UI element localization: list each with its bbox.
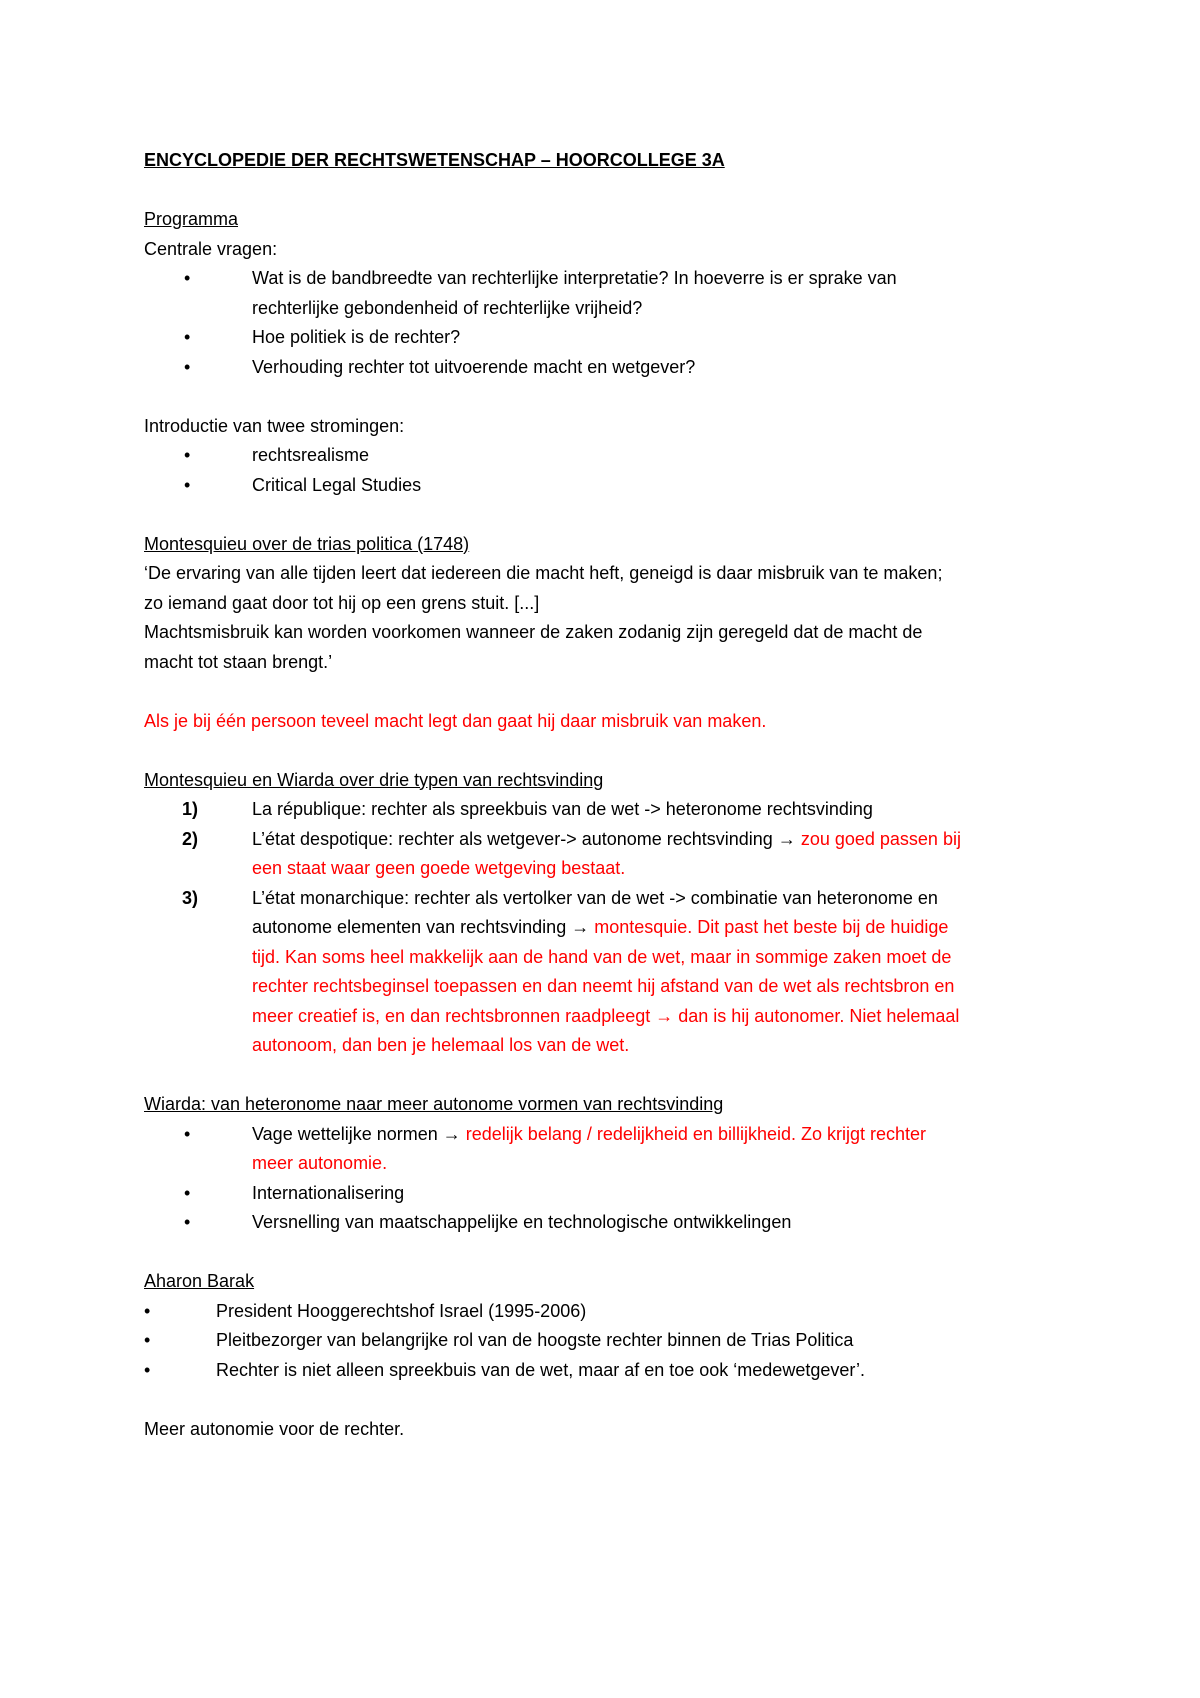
red-annotation: meer creatief is, en dan rechtsbronnen raadpleegt xyxy=(252,1005,656,1026)
arrow-right-icon: → xyxy=(442,1123,461,1144)
item-number: 3) xyxy=(182,887,199,908)
bullet-icon: • xyxy=(184,474,191,495)
list-item: • Hoe politiek is de rechter? xyxy=(144,323,1064,353)
list-item: • Rechter is niet alleen spreekbuis van de wet, maar af en toe ook ‘medewetgever’. xyxy=(144,1356,1064,1386)
list-item: • Critical Legal Studies xyxy=(144,471,1064,501)
red-annotation: dan is hij autonomer. Niet helemaal xyxy=(673,1005,960,1026)
bullet-icon: • xyxy=(184,356,191,377)
section-heading-programma: Programma xyxy=(144,209,239,229)
bullet-icon: • xyxy=(184,268,191,288)
quote-line: ‘De ervaring van alle tijden leert dat iedereen die macht heft, geneigd is daar misbruik van te maken; xyxy=(144,563,943,583)
list-item: • Wat is de bandbreedte van rechterlijke interpretatie? In hoeverre is er sprake van rechterlijke gebondenheid of rechterlijke vrijheid? xyxy=(144,264,1064,323)
section-heading-montesquieu: Montesquieu over de trias politica (1748) xyxy=(144,533,470,554)
bullet-icon: • xyxy=(184,1182,191,1203)
bullet-icon: • xyxy=(184,445,191,465)
item-number: 2) xyxy=(182,828,199,849)
conclusion-text: Meer autonomie voor de rechter. xyxy=(144,1418,405,1439)
item-number: 1) xyxy=(182,799,199,819)
numbered-item: 3) L’état monarchique: rechter als vertolker van de wet -> combinatie van heteronome en autonome elementen van rechtsvinding → montesquie. Dit past het beste bij de huidige tijd. Kan soms heel makkelijk aan de hand van de wet, maar in sommige zaken moet de rechter rechtsbeginsel toepassen en dan neemt hij afstand van de wet als rechtsbron en meer creatief is, en dan rechtsbronnen raadpleegt → dan is hij autonomer. Niet helemaal autonoom, dan ben je helemaal los van de wet. xyxy=(144,884,1064,1061)
red-annotation: autonoom, dan ben je helemaal los van de wet. xyxy=(252,1035,630,1055)
bullet-icon: • xyxy=(144,1330,151,1350)
list-item: • Pleitbezorger van belangrijke rol van de hoogste rechter binnen de Trias Politica xyxy=(144,1326,1064,1356)
section-heading-wiarda: Wiarda: van heteronome naar meer autonome vormen van rechtsvinding xyxy=(144,1094,724,1114)
red-annotation: tijd. Kan soms heel makkelijk aan de hand van de wet, maar in sommige zaken moet de xyxy=(252,946,952,967)
numbered-item: 2) L’état despotique: rechter als wetgever-> autonome rechtsvinding → zou goed passen bij een staat waar geen goede wetgeving bestaat. xyxy=(144,825,1064,884)
list-item: • Internationalisering xyxy=(144,1179,1064,1209)
red-annotation: meer autonomie. xyxy=(252,1153,388,1173)
bullet-icon: • xyxy=(184,1212,191,1232)
centrale-vragen-label: Centrale vragen: xyxy=(144,238,278,259)
list-item: • President Hooggerechtshof Israel (1995-2006) xyxy=(144,1297,1064,1327)
list-item: • Verhouding rechter tot uitvoerende macht en wetgever? xyxy=(144,353,1064,383)
stromingen-intro: Introductie van twee stromingen: xyxy=(144,415,405,436)
list-item: • rechtsrealisme xyxy=(144,441,1064,471)
list-item: • Versnelling van maatschappelijke en technologische ontwikkelingen xyxy=(144,1208,1064,1238)
red-annotation: Als je bij één persoon teveel macht legt dan gaat hij daar misbruik van maken. xyxy=(144,710,767,731)
arrow-right-icon: → xyxy=(777,828,796,849)
red-annotation: montesquie. Dit past het beste bij de huidige xyxy=(589,917,949,937)
bullet-icon: • xyxy=(184,327,191,347)
bullet-icon: • xyxy=(144,1359,151,1380)
quote-line: macht tot staan brengt.’ xyxy=(144,651,333,672)
document-title: ENCYCLOPEDIE DER RECHTSWETENSCHAP – HOORCOLLEGE 3A xyxy=(144,150,725,170)
section-heading-typen: Montesquieu en Wiarda over drie typen van rechtsvinding xyxy=(144,769,604,790)
red-annotation: rechter rechtsbeginsel toepassen en dan neemt hij afstand van de wet als rechtsbron en xyxy=(252,976,955,996)
bullet-icon: • xyxy=(144,1300,151,1321)
document-body xyxy=(144,146,1064,1444)
list-item: • Vage wettelijke normen → redelijk belang / redelijkheid en billijkheid. Zo krijgt rechter meer autonomie. xyxy=(144,1120,1064,1179)
arrow-right-icon: → xyxy=(571,917,590,937)
quote-line: Machtsmisbruik kan worden voorkomen wanneer de zaken zodanig zijn geregeld dat de macht de xyxy=(144,622,923,642)
numbered-item: 1) La république: rechter als spreekbuis van de wet -> heteronome rechtsvinding xyxy=(144,795,1064,825)
red-annotation: zou goed passen bij xyxy=(795,828,961,849)
quote-line: zo iemand gaat door tot hij op een grens stuit. [...] xyxy=(144,592,540,613)
red-annotation: een staat waar geen goede wetgeving bestaat. xyxy=(252,858,626,878)
section-heading-barak: Aharon Barak xyxy=(144,1271,255,1291)
bullet-icon: • xyxy=(184,1123,191,1144)
red-annotation: redelijk belang / redelijkheid en billijkheid. Zo krijgt rechter xyxy=(460,1123,927,1144)
arrow-right-icon: → xyxy=(655,1005,674,1026)
